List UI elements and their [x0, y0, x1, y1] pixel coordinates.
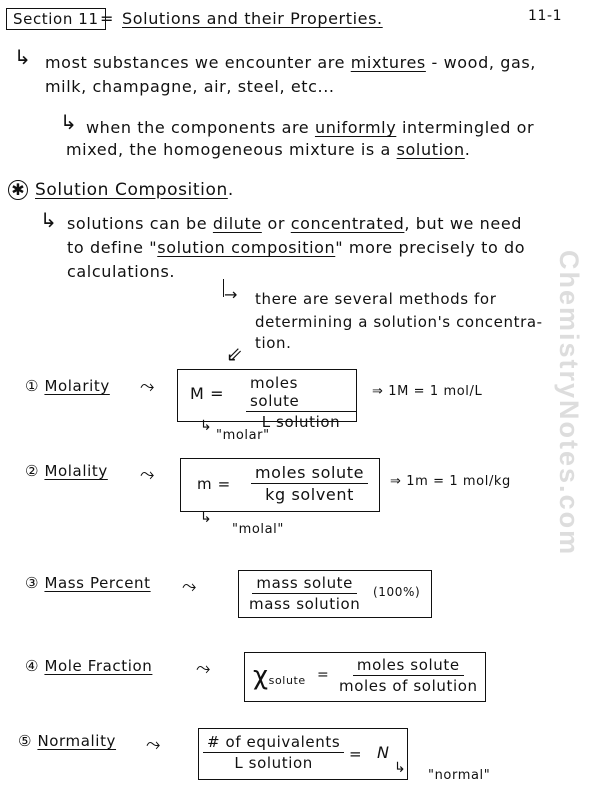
molality-result: ⇒ 1m = 1 mol/kg	[390, 474, 511, 489]
header-equals: =	[100, 9, 115, 28]
mole-fraction-subscript: solute	[268, 674, 306, 687]
solution-composition-term: solution composition	[157, 238, 336, 257]
composition-line1	[67, 214, 522, 233]
normality-arrow: ⤳	[146, 734, 161, 755]
sub-text-2a: mixed, the homogeneous mixture is a	[66, 140, 391, 159]
molarity-name: Molarity	[44, 377, 110, 395]
sub-text-1a: when the components are	[86, 118, 310, 137]
molality-fraction	[251, 463, 368, 504]
composition-text-1b: , but we need	[404, 214, 523, 233]
normality-numerator: # of equivalents	[203, 733, 344, 753]
molality-numerator: moles solute	[251, 463, 368, 484]
composition-bullet-icon: ✱	[8, 180, 28, 200]
mass-percent-name: Mass Percent	[44, 574, 151, 592]
composition-heading	[35, 180, 234, 200]
molarity-symbol: M =	[190, 384, 225, 403]
methods-line1: there are several methods for	[255, 290, 497, 308]
normality-fraction	[203, 733, 344, 772]
mass-percent-arrow: ⤳	[182, 576, 197, 597]
molality-symbol: m =	[197, 475, 231, 493]
normality-equals: =	[349, 745, 363, 763]
sub-text-1b: intermingled or	[402, 118, 535, 137]
normality-name: Normality	[37, 732, 117, 750]
sub-period: .	[464, 140, 471, 159]
normality-formula-box	[198, 728, 408, 780]
normality-nickname: "normal"	[428, 768, 491, 783]
composition-line2	[67, 238, 525, 257]
methods-line3: tion.	[255, 334, 292, 352]
molarity-arrow: ⤳	[140, 376, 155, 397]
mass-percent-factor: (100%)	[373, 585, 421, 599]
intro-text-1: most substances we encounter are	[45, 53, 346, 72]
normality-number: ⑤	[18, 732, 33, 750]
watermark: ChemistryNotes.com	[554, 250, 584, 557]
mixtures-term: mixtures	[350, 53, 426, 72]
molarity-nickname: "molar"	[216, 428, 270, 443]
mass-percent-label	[25, 574, 151, 592]
molarity-result: ⇒ 1M = 1 mol/L	[372, 384, 483, 399]
mass-percent-formula-box	[238, 570, 432, 618]
molality-label	[25, 462, 108, 480]
mole-fraction-number: ④	[25, 657, 40, 675]
mass-percent-fraction	[245, 574, 364, 613]
molality-formula-box	[180, 458, 380, 512]
molality-name: Molality	[44, 462, 108, 480]
molarity-number: ①	[25, 377, 40, 395]
molality-number: ②	[25, 462, 40, 480]
normality-symbol: N	[377, 743, 390, 762]
molality-nickname: "molal"	[232, 522, 284, 537]
mole-fraction-label	[25, 657, 152, 675]
mole-fraction-equals: =	[317, 667, 330, 683]
dilute-term: dilute	[212, 214, 262, 233]
molality-denominator: kg solvent	[265, 485, 354, 504]
solution-term: solution	[396, 140, 465, 159]
composition-text-1a: solutions can be	[67, 214, 208, 233]
composition-heading-period: .	[227, 180, 234, 200]
page-title: Solutions and their Properties.	[122, 9, 383, 28]
composition-text-2b: " more precisely to do	[335, 238, 526, 257]
molarity-numerator: moles solute	[246, 374, 356, 412]
normality-nickname-arrow: ↳	[394, 760, 406, 776]
molarity-denominator: L solution	[261, 413, 341, 431]
mass-percent-number: ③	[25, 574, 40, 592]
mass-percent-denominator: mass solution	[249, 595, 361, 613]
mole-fraction-fraction	[335, 656, 482, 695]
normality-denominator: L solution	[234, 754, 313, 772]
composition-arrow: ↳	[40, 208, 57, 232]
molarity-label	[25, 377, 110, 395]
uniformly-term: uniformly	[314, 118, 397, 137]
mole-fraction-chi: χ	[253, 661, 269, 691]
down-left-arrow: ⇙	[226, 342, 243, 366]
sub-line1	[86, 118, 534, 137]
mole-fraction-symbol	[253, 661, 306, 691]
mole-fraction-arrow: ⤳	[196, 658, 211, 679]
mass-percent-numerator: mass solute	[252, 574, 357, 594]
mole-fraction-name: Mole Fraction	[44, 657, 153, 675]
composition-text-2a: to define "	[67, 238, 158, 257]
section-label	[6, 8, 106, 30]
intro-line1	[45, 53, 536, 72]
mole-fraction-formula-box	[244, 652, 486, 702]
normality-label	[18, 732, 116, 750]
molality-arrow: ⤳	[140, 464, 155, 485]
composition-heading-text: Solution Composition	[35, 180, 228, 200]
intro-text-1-end: - wood, gas,	[431, 53, 536, 72]
section-label-text: Section 11	[13, 10, 99, 28]
methods-connector-arrow: →	[224, 285, 238, 304]
molarity-formula-box	[177, 369, 357, 431]
molarity-fraction	[246, 374, 356, 431]
mole-fraction-numerator: moles solute	[353, 656, 464, 676]
intro-arrow: ↳	[14, 45, 31, 69]
page-number: 11-1	[528, 8, 563, 24]
molality-nickname-arrow: ↳	[200, 510, 212, 526]
methods-line2: determining a solution's concentra-	[255, 313, 543, 331]
sub-arrow: ↳	[60, 110, 77, 134]
composition-line3: calculations.	[67, 262, 176, 281]
sub-line2	[66, 140, 470, 159]
concentrated-term: concentrated	[290, 214, 405, 233]
intro-line2: milk, champagne, air, steel, etc...	[45, 77, 335, 96]
or-text: or	[267, 214, 286, 233]
mole-fraction-denominator: moles of solution	[339, 677, 478, 695]
molarity-nickname-arrow: ↳	[200, 418, 212, 434]
